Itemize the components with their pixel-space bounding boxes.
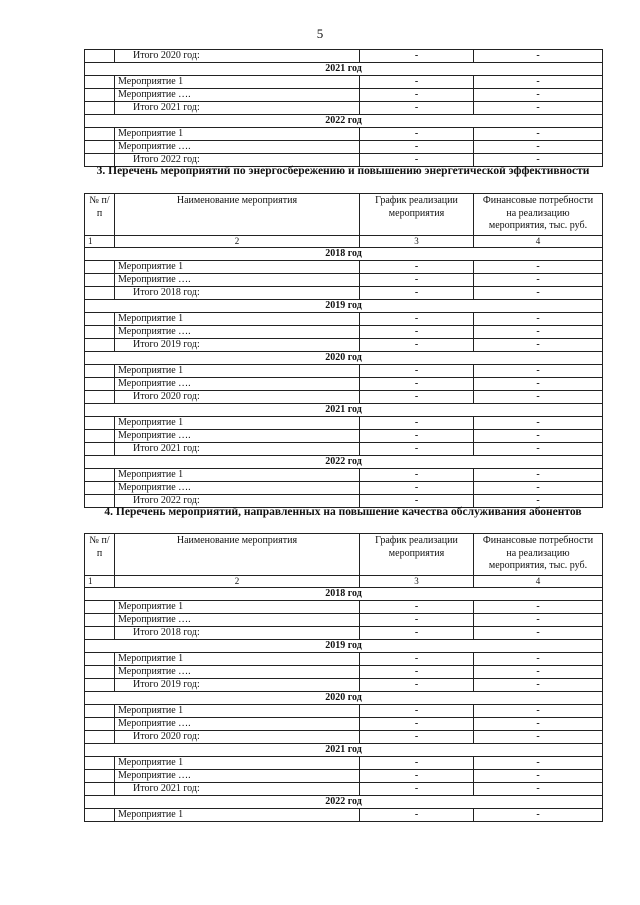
fin-value: - [474, 378, 603, 391]
year-row [85, 744, 603, 757]
table-row [85, 653, 603, 666]
graph-value: - [360, 141, 474, 154]
graph-value: - [360, 770, 474, 783]
fin-value: - [474, 627, 603, 640]
year-label: 2018 год [85, 588, 603, 601]
fin-value: - [474, 482, 603, 495]
year-label: 2022 год [85, 115, 603, 128]
section-4-heading: 4. Перечень мероприятий, направленных на повышение качества обслуживания абонентов [104, 506, 582, 518]
graph-value: - [360, 76, 474, 89]
fin-value: - [474, 495, 603, 508]
num-cell [85, 757, 115, 770]
num-cell [85, 378, 115, 391]
table-row [85, 666, 603, 679]
table-row [85, 705, 603, 718]
fin-value: - [474, 102, 603, 115]
table-row [85, 141, 603, 154]
event-name: Мероприятие 1 [115, 128, 360, 141]
event-name: Мероприятие 1 [115, 469, 360, 482]
num-cell [85, 653, 115, 666]
year-label: 2019 год [85, 300, 603, 313]
event-name: Мероприятие …. [115, 666, 360, 679]
fin-value: - [474, 261, 603, 274]
graph-value: - [360, 261, 474, 274]
num-cell [85, 313, 115, 326]
year-label: 2022 год [85, 796, 603, 809]
fin-value: - [474, 365, 603, 378]
total-row [85, 443, 603, 456]
graph-value: - [360, 809, 474, 822]
graph-value: - [360, 430, 474, 443]
graph-value: - [360, 102, 474, 115]
event-name: Мероприятие …. [115, 89, 360, 102]
total-row [85, 287, 603, 300]
year-row [85, 115, 603, 128]
num-cell [85, 365, 115, 378]
column-number-row [85, 576, 603, 588]
year-row [85, 352, 603, 365]
section-4-table [84, 533, 603, 822]
fin-value: - [474, 783, 603, 796]
total-label: Итого 2019 год: [115, 679, 360, 692]
num-cell [85, 326, 115, 339]
table-row [85, 482, 603, 495]
fin-value: - [474, 274, 603, 287]
table-row [85, 417, 603, 430]
table-row [85, 261, 603, 274]
fin-value: - [474, 128, 603, 141]
year-label: 2021 год [85, 744, 603, 757]
col-num-2: 2 [115, 236, 360, 248]
fin-value: - [474, 417, 603, 430]
col-num-4: 4 [474, 236, 603, 248]
graph-value: - [360, 287, 474, 300]
num-cell [85, 627, 115, 640]
year-row [85, 300, 603, 313]
graph-value: - [360, 653, 474, 666]
num-cell [85, 430, 115, 443]
header-fin: Финансовые потребности на реализацию мероприятия, тыс. руб. [474, 534, 603, 576]
total-label: Итого 2019 год: [115, 339, 360, 352]
event-name: Мероприятие 1 [115, 809, 360, 822]
fin-value: - [474, 154, 603, 167]
header-num: № п/п [85, 534, 115, 576]
fin-value: - [474, 757, 603, 770]
num-cell [85, 809, 115, 822]
year-label: 2020 год [85, 352, 603, 365]
fin-value: - [474, 469, 603, 482]
event-name: Мероприятие 1 [115, 76, 360, 89]
num-cell [85, 443, 115, 456]
graph-value: - [360, 326, 474, 339]
total-label: Итого 2022 год: [115, 495, 360, 508]
year-label: 2020 год [85, 692, 603, 705]
graph-value: - [360, 391, 474, 404]
table-row [85, 718, 603, 731]
header-graph: График реализации мероприятия [360, 194, 474, 236]
graph-value: - [360, 783, 474, 796]
num-cell [85, 261, 115, 274]
year-label: 2022 год [85, 456, 603, 469]
graph-value: - [360, 627, 474, 640]
event-name: Мероприятие …. [115, 718, 360, 731]
event-name: Мероприятие 1 [115, 313, 360, 326]
event-name: Мероприятие …. [115, 770, 360, 783]
num-cell [85, 770, 115, 783]
event-name: Мероприятие …. [115, 430, 360, 443]
event-name: Мероприятие 1 [115, 417, 360, 430]
fin-value: - [474, 666, 603, 679]
total-label: Итого 2018 год: [115, 287, 360, 300]
fin-value: - [474, 770, 603, 783]
graph-value: - [360, 417, 474, 430]
num-cell [85, 705, 115, 718]
page-number: 5 [316, 26, 324, 41]
total-row [85, 731, 603, 744]
event-name: Мероприятие 1 [115, 705, 360, 718]
num-cell [85, 679, 115, 692]
year-row [85, 692, 603, 705]
fin-value: - [474, 731, 603, 744]
table-row [85, 757, 603, 770]
fin-value: - [474, 89, 603, 102]
fin-value: - [474, 287, 603, 300]
event-name: Мероприятие 1 [115, 653, 360, 666]
table-header-row [85, 534, 603, 576]
event-name: Мероприятие …. [115, 482, 360, 495]
continued-table [84, 49, 603, 167]
col-num-3: 3 [360, 236, 474, 248]
fin-value: - [474, 679, 603, 692]
event-name: Мероприятие …. [115, 274, 360, 287]
table-row [85, 128, 603, 141]
graph-value: - [360, 378, 474, 391]
event-name: Мероприятие 1 [115, 601, 360, 614]
col-num-1: 1 [85, 236, 115, 248]
table-row [85, 89, 603, 102]
fin-value: - [474, 443, 603, 456]
section-3-table [84, 193, 603, 508]
year-row [85, 63, 603, 76]
num-cell [85, 50, 115, 63]
graph-value: - [360, 731, 474, 744]
fin-value: - [474, 601, 603, 614]
table-row [85, 326, 603, 339]
num-cell [85, 287, 115, 300]
total-label: Итого 2021 год: [115, 102, 360, 115]
graph-value: - [360, 443, 474, 456]
year-label: 2018 год [85, 248, 603, 261]
fin-value: - [474, 653, 603, 666]
graph-value: - [360, 339, 474, 352]
total-label: Итого 2021 год: [115, 443, 360, 456]
col-num-3: 3 [360, 576, 474, 588]
table-row [85, 601, 603, 614]
total-row [85, 783, 603, 796]
total-row [85, 627, 603, 640]
table-row [85, 365, 603, 378]
graph-value: - [360, 718, 474, 731]
num-cell [85, 783, 115, 796]
num-cell [85, 417, 115, 430]
fin-value: - [474, 391, 603, 404]
fin-value: - [474, 705, 603, 718]
num-cell [85, 89, 115, 102]
event-name: Мероприятие …. [115, 614, 360, 627]
num-cell [85, 601, 115, 614]
graph-value: - [360, 614, 474, 627]
col-num-4: 4 [474, 576, 603, 588]
graph-value: - [360, 274, 474, 287]
year-row [85, 588, 603, 601]
total-label: Итого 2020 год: [115, 50, 360, 63]
event-name: Мероприятие 1 [115, 365, 360, 378]
graph-value: - [360, 313, 474, 326]
header-name: Наименование мероприятия [115, 534, 360, 576]
graph-value: - [360, 666, 474, 679]
total-row [85, 50, 603, 63]
event-name: Мероприятие …. [115, 141, 360, 154]
year-row [85, 404, 603, 417]
event-name: Мероприятие 1 [115, 757, 360, 770]
num-cell [85, 391, 115, 404]
year-row [85, 796, 603, 809]
year-row [85, 248, 603, 261]
event-name: Мероприятие 1 [115, 261, 360, 274]
num-cell [85, 76, 115, 89]
fin-value: - [474, 76, 603, 89]
col-num-1: 1 [85, 576, 115, 588]
table-row [85, 809, 603, 822]
table-row [85, 430, 603, 443]
total-label: Итого 2021 год: [115, 783, 360, 796]
graph-value: - [360, 154, 474, 167]
table-header-row [85, 194, 603, 236]
event-name: Мероприятие …. [115, 378, 360, 391]
fin-value: - [474, 313, 603, 326]
year-label: 2019 год [85, 640, 603, 653]
num-cell [85, 718, 115, 731]
total-row [85, 102, 603, 115]
fin-value: - [474, 50, 603, 63]
fin-value: - [474, 614, 603, 627]
graph-value: - [360, 50, 474, 63]
event-name: Мероприятие …. [115, 326, 360, 339]
column-number-row [85, 236, 603, 248]
num-cell [85, 614, 115, 627]
fin-value: - [474, 718, 603, 731]
graph-value: - [360, 757, 474, 770]
fin-value: - [474, 326, 603, 339]
num-cell [85, 731, 115, 744]
header-num: № п/п [85, 194, 115, 236]
num-cell [85, 128, 115, 141]
graph-value: - [360, 365, 474, 378]
header-graph: График реализации мероприятия [360, 534, 474, 576]
year-label: 2021 год [85, 404, 603, 417]
num-cell [85, 482, 115, 495]
year-row [85, 640, 603, 653]
table-row [85, 274, 603, 287]
header-name: Наименование мероприятия [115, 194, 360, 236]
table-row [85, 313, 603, 326]
num-cell [85, 666, 115, 679]
col-num-2: 2 [115, 576, 360, 588]
fin-value: - [474, 339, 603, 352]
fin-value: - [474, 809, 603, 822]
fin-value: - [474, 141, 603, 154]
total-label: Итого 2018 год: [115, 627, 360, 640]
graph-value: - [360, 482, 474, 495]
graph-value: - [360, 601, 474, 614]
header-fin: Финансовые потребности на реализацию мероприятия, тыс. руб. [474, 194, 603, 236]
num-cell [85, 141, 115, 154]
total-label: Итого 2020 год: [115, 731, 360, 744]
table-row [85, 770, 603, 783]
num-cell [85, 274, 115, 287]
graph-value: - [360, 89, 474, 102]
num-cell [85, 339, 115, 352]
total-row [85, 391, 603, 404]
graph-value: - [360, 469, 474, 482]
year-row [85, 456, 603, 469]
table-row [85, 469, 603, 482]
section-3-heading: 3. Перечень мероприятий по энергосбережению и повышению энергетической эффективности [96, 165, 590, 177]
num-cell [85, 102, 115, 115]
total-row [85, 339, 603, 352]
table-row [85, 76, 603, 89]
total-label: Итого 2020 год: [115, 391, 360, 404]
graph-value: - [360, 128, 474, 141]
table-row [85, 614, 603, 627]
total-row [85, 679, 603, 692]
table-row [85, 378, 603, 391]
graph-value: - [360, 495, 474, 508]
graph-value: - [360, 679, 474, 692]
total-label: Итого 2022 год: [115, 154, 360, 167]
fin-value: - [474, 430, 603, 443]
num-cell [85, 469, 115, 482]
year-label: 2021 год [85, 63, 603, 76]
graph-value: - [360, 705, 474, 718]
